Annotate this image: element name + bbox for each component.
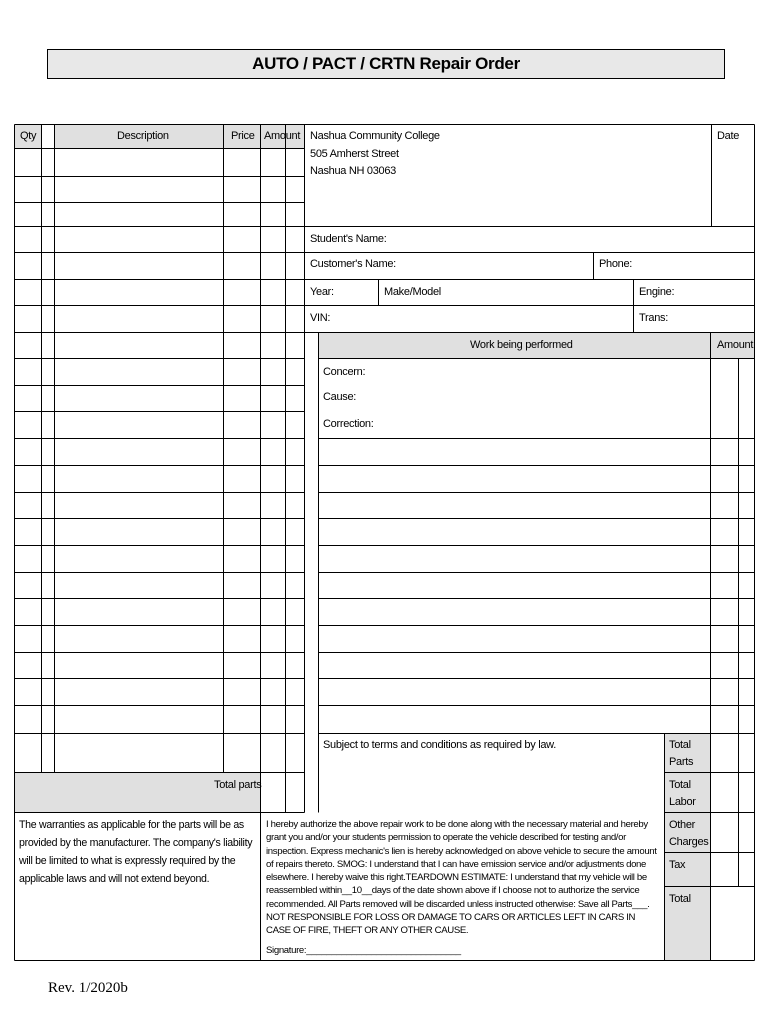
vin-label: VIN: [310,312,331,324]
trans-label: Trans: [639,312,668,324]
customer-name-label: Customer's Name: [310,258,396,270]
total-parts-label: Total parts [214,779,262,791]
shop-city: Nashua NH 03063 [310,165,397,177]
total-labor-line2: Labor [669,796,696,808]
work-header: Work being performed [470,339,573,351]
signature-line: Signature:_______________________________ [266,945,461,956]
total-parts-line2: Parts [669,756,694,768]
description-header: Description [117,130,169,142]
shop-street: 505 Amherst Street [310,148,399,160]
year-label: Year: [310,286,334,298]
grand-total-label: Total [669,893,691,905]
shop-name: Nashua Community College [310,130,440,142]
correction-label: Correction: [323,418,374,430]
revision-label: Rev. 1/2020b [48,980,128,996]
engine-label: Engine: [639,286,675,298]
student-name-label: Student's Name: [310,233,387,245]
work-amount-header: Amount [717,339,754,351]
authorization-text: I hereby authorize the above repair work to be done along with the necessary material and hereby grant you and/or your students permission to operate the vehicle described for testing and/or inspection. Express mechanic's lien is hereby acknowledged on above vehicle to secure the amount of repairs thereto. SMOG: I understand that I can have emission service and/or adjustments done elsewhere. I hereby waive this right.TEARDOWN ESTIMATE: I understand that my vehicle will be reassembled within__10__days of the date shown above if I choose not to authorize the service recommended. All Parts removed will be discarded unless instructed otherwise: Save all Parts___. NOT RESPONSIBLE FOR LOSS OR DAMAGE TO CARS OR ARTICLES LEFT IN CARS IN CASE OF FIRE, THEFT OR ANY OTHER CAUSE. [266,819,657,937]
cause-label: Cause: [323,391,357,403]
other-charges-line2: Charges [669,836,709,848]
tax-label: Tax [669,859,686,871]
other-charges-line1: Other [669,819,696,831]
total-parts-line1: Total [669,739,691,751]
price-header: Price [231,130,255,142]
qty-header: Qty [20,130,37,142]
terms-text: Subject to terms and conditions as required by law. [323,739,556,751]
warranty-text: The warranties as applicable for the parts will be as provided by the manufacturer. The company's liability will be limited to what is expressly required by the applicable laws and will not extend beyond. [19,819,253,885]
page-title: AUTO / PACT / CRTN Repair Order [252,54,520,73]
total-labor-line1: Total [669,779,691,791]
amount-header: Amount [264,130,301,142]
date-label: Date [717,130,740,142]
make-model-label: Make/Model [384,286,441,298]
phone-label: Phone: [599,258,633,270]
concern-label: Concern: [323,366,366,378]
